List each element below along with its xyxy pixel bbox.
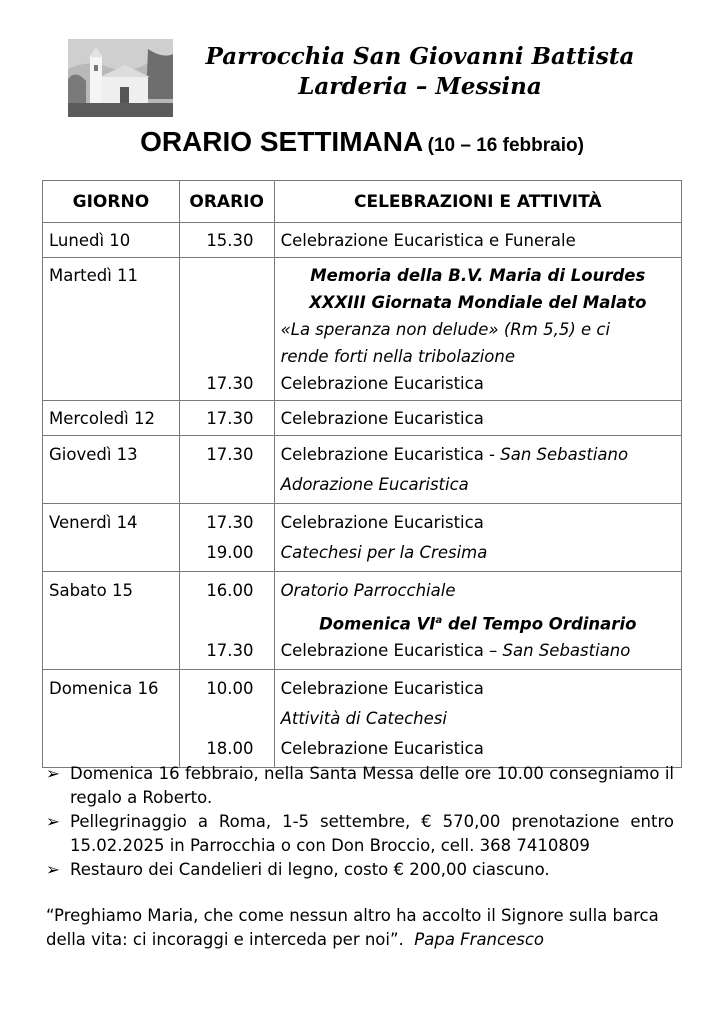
list-item	[46, 810, 674, 857]
feast-name: Domenica VI	[319, 614, 436, 634]
header-time: ORARIO	[179, 181, 274, 223]
note-text: Domenica 16 febbraio, nella Santa Messa delle ore 10.00 consegniamo il regalo a Roberto.	[70, 764, 674, 807]
activity-cell: XXXIII Giornata Mondiale del Malato	[309, 293, 647, 312]
table-row	[43, 223, 682, 258]
title-main: ORARIO SETTIMANA	[140, 126, 424, 157]
activity-cell: Celebrazione Eucaristica	[280, 679, 484, 698]
header-day: GIORNO	[43, 181, 180, 223]
time-cell: 15.30	[206, 231, 254, 250]
activity-cell: Celebrazione Eucaristica	[280, 513, 484, 532]
quote	[46, 904, 676, 952]
activity-cell	[281, 440, 675, 470]
table-row	[43, 436, 682, 504]
table-row	[43, 401, 682, 436]
time-cell: 10.00	[206, 679, 254, 698]
table-row	[43, 504, 682, 572]
activity-cell	[281, 606, 675, 636]
parish-name: Parrocchia San Giovanni Battista	[205, 43, 635, 70]
quote-text: “Preghiamo Maria, che come nessun altro ha accolto il Signore sulla barca della vita: ci incoraggi e interceda per noi”.	[46, 906, 659, 949]
table-row	[43, 258, 682, 401]
parish-header	[0, 42, 724, 102]
time-cell: 17.30	[206, 374, 254, 393]
header-activities: CELEBRAZIONI E ATTIVITÀ	[274, 181, 681, 223]
activity-text: Celebrazione Eucaristica –	[280, 641, 503, 660]
activity-text: Celebrazione Eucaristica -	[280, 445, 501, 464]
time-cell: 17.30	[206, 641, 254, 660]
day-cell: Martedì 11	[49, 266, 139, 285]
feast-sup: a	[435, 615, 443, 626]
page-title	[0, 126, 724, 158]
time-cell: 19.00	[206, 543, 254, 562]
quote-author: Papa Francesco	[414, 930, 545, 949]
title-dates: (10 – 16 febbraio)	[427, 135, 584, 156]
activity-cell: rende forti nella tribolazione	[280, 347, 515, 366]
time-cell: 17.30	[206, 409, 254, 428]
list-item	[46, 858, 674, 882]
list-item	[46, 762, 674, 809]
activity-cell: «La speranza non delude» (Rm 5,5) e ci	[280, 320, 611, 339]
time-cell: 18.00	[206, 739, 254, 758]
activity-cell: Oratorio Parrocchiale	[280, 581, 456, 600]
arrow-bullet-icon: ➢	[46, 812, 60, 831]
table-row	[43, 670, 682, 768]
time-cell: 17.30	[206, 513, 254, 532]
table-row	[43, 572, 682, 670]
day-cell: Giovedì 13	[49, 445, 138, 464]
activity-cell: Celebrazione Eucaristica	[280, 374, 484, 393]
arrow-bullet-icon: ➢	[46, 860, 60, 879]
activity-cell	[281, 636, 675, 666]
day-cell: Domenica 16	[49, 679, 159, 698]
activity-saint: San Sebastiano	[502, 641, 631, 660]
time-cell: 17.30	[206, 445, 254, 464]
day-cell: Lunedì 10	[49, 231, 131, 250]
note-text: Restauro dei Candelieri di legno, costo € 200,00 ciascuno.	[70, 860, 550, 879]
day-cell: Sabato 15	[49, 581, 133, 600]
activity-cell: Celebrazione Eucaristica	[280, 409, 484, 428]
activity-saint: San Sebastiano	[500, 445, 629, 464]
arrow-bullet-icon: ➢	[46, 764, 60, 783]
note-text: Pellegrinaggio a Roma, 1-5 settembre, € 570,00 prenotazione entro 15.02.2025 in Parrocchia o con Don Broccio, cell. 368 7410809	[70, 812, 674, 855]
activity-cell: Celebrazione Eucaristica	[280, 739, 484, 758]
schedule-table	[42, 180, 682, 768]
day-cell: Venerdì 14	[49, 513, 138, 532]
activity-cell: Memoria della B.V. Maria di Lourdes	[310, 266, 646, 285]
feast-rest: del Tempo Ordinario	[442, 614, 637, 634]
day-cell: Mercoledì 12	[49, 409, 156, 428]
table-header-row	[43, 181, 682, 223]
activity-cell: Adorazione Eucaristica	[280, 475, 469, 494]
parish-location: Larderia – Messina	[298, 73, 542, 100]
activity-cell: Celebrazione Eucaristica e Funerale	[280, 231, 576, 250]
activity-cell: Attività di Catechesi	[280, 709, 447, 728]
time-cell: 16.00	[206, 581, 254, 600]
notes-list	[46, 762, 674, 883]
activity-cell: Catechesi per la Cresima	[280, 543, 488, 562]
